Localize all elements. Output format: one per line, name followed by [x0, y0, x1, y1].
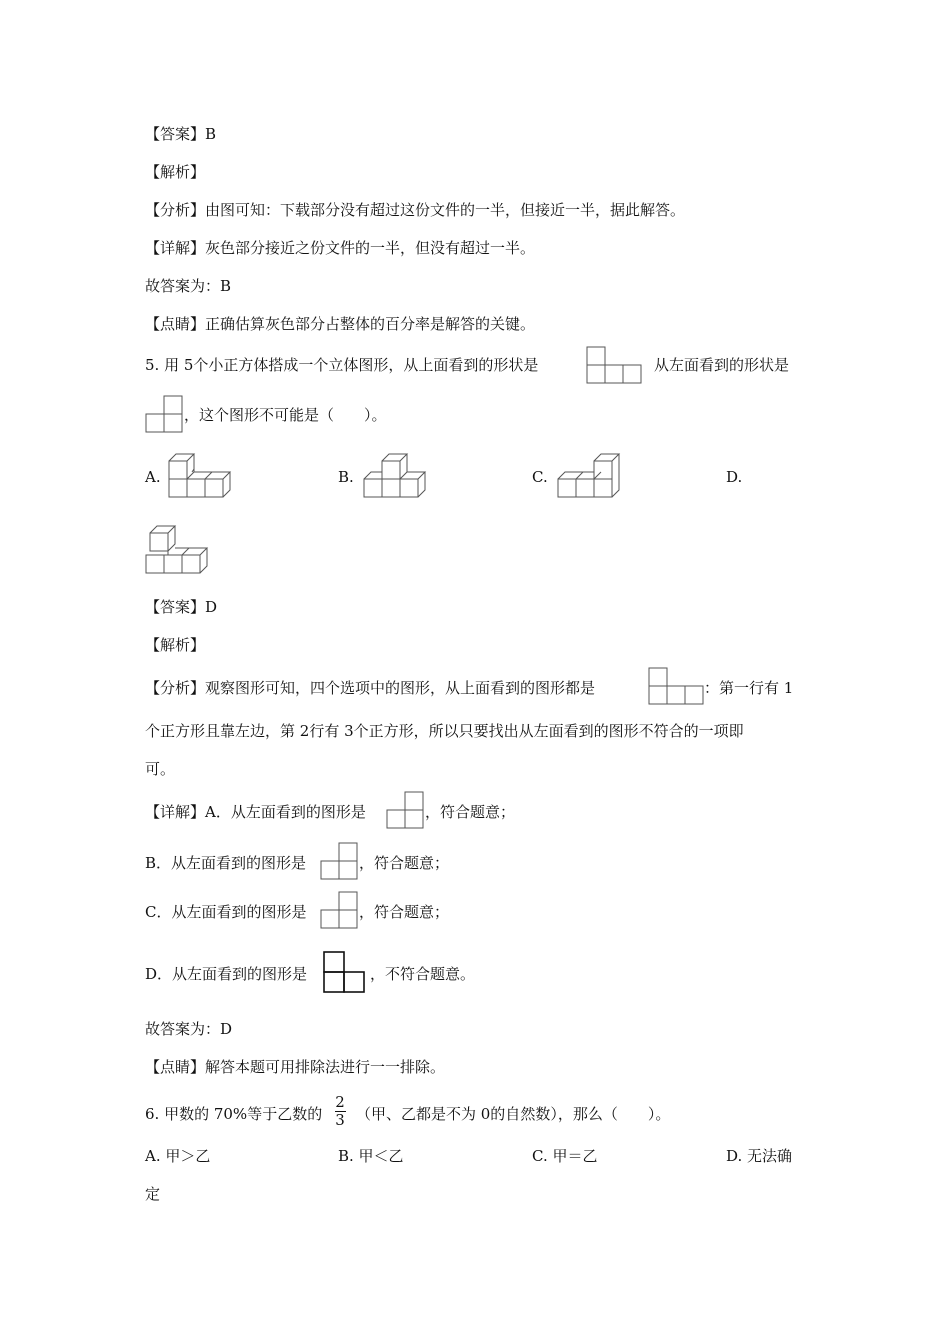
option-c-cubes-figure	[557, 452, 623, 498]
q5-stem-part1: 5. 用 5个小正方体搭成一个立体图形，从上面看到的形状是	[145, 356, 539, 374]
detail-c-left-view-figure	[320, 891, 360, 929]
q6-stem-part1: 6. 甲数的 70%等于乙数的	[145, 1105, 323, 1123]
q6-fraction-denominator: 3	[335, 1111, 345, 1129]
q5-fenxi-line2: 个正方形且靠左边，第 2行有 3个正方形，所以只要找出从左面看到的图形不符合的一项即	[145, 722, 744, 740]
q6-option-d-wrap: 定	[145, 1185, 161, 1203]
q5-fenxi-part2: ：第一行有 1	[704, 679, 794, 697]
q4-conclusion: 故答案为：B	[145, 277, 232, 295]
q5-option-c-label: C.	[532, 468, 548, 486]
q6-fraction	[333, 1094, 347, 1129]
q5-detail-c-part2: ，符合题意；	[359, 903, 450, 921]
detail-a-left-view-figure	[386, 791, 426, 829]
option-b-cubes-figure	[363, 452, 429, 498]
q6-option-d: D. 无法确	[726, 1147, 793, 1165]
q5-detail-b-part1: B．从左面看到的图形是	[145, 854, 307, 872]
q4-answer: 【答案】B	[145, 125, 217, 143]
detail-b-left-view-figure	[320, 842, 360, 880]
option-a-cubes-figure	[168, 452, 234, 498]
q5-option-d-label: D.	[726, 468, 743, 486]
q5-conclusion: 故答案为：D	[145, 1020, 233, 1038]
q5-dianjing: 【点睛】解答本题可用排除法进行一一排除。	[145, 1058, 446, 1076]
detail-d-left-view-figure	[322, 950, 368, 996]
q5-answer: 【答案】D	[145, 598, 218, 616]
q6-option-b: B. 甲＜乙	[338, 1147, 404, 1165]
top-view-figure	[586, 346, 644, 384]
q5-detail-b-part2: ，符合题意；	[359, 854, 450, 872]
q4-dianjing: 【点睛】正确估算灰色部分占整体的百分率是解答的关键。	[145, 315, 536, 333]
q5-analysis-heading: 【解析】	[145, 636, 206, 654]
q5-stem-line1	[145, 355, 538, 375]
q5-stem-part3: ，这个图形不可能是（ ）。	[184, 406, 387, 424]
q6-option-a: A. 甲＞乙	[145, 1147, 211, 1165]
q5-detail-d-part2: ，不符合题意。	[370, 965, 476, 983]
q4-xiangjie: 【详解】灰色部分接近之份文件的一半，但没有超过一半。	[145, 239, 536, 257]
left-view-figure	[145, 395, 185, 433]
q5-fenxi-part1: 【分析】观察图形可知，四个选项中的图形，从上面看到的图形都是	[145, 679, 596, 697]
q5-detail-a-part1: 【详解】A．从左面看到的图形是	[145, 803, 366, 821]
q5-detail-c-part1: C．从左面看到的图形是	[145, 903, 307, 921]
q6-stem-part2: （甲、乙都是不为 0的自然数），那么（ ）。	[356, 1105, 671, 1123]
q4-fenxi: 【分析】由图可知：下载部分没有超过这份文件的一半，但接近一半，据此解答。	[145, 201, 686, 219]
q5-detail-d-part1: D．从左面看到的图形是	[145, 965, 308, 983]
q4-analysis-heading: 【解析】	[145, 163, 206, 181]
q6-option-c: C. 甲＝乙	[532, 1147, 598, 1165]
q6-fraction-numerator: 2	[335, 1093, 345, 1111]
q5-option-a-label: A.	[145, 468, 161, 486]
top-view-inline-figure	[648, 667, 704, 705]
q5-fenxi-line3: 可。	[145, 760, 176, 778]
option-d-cubes-figure	[145, 525, 211, 575]
q5-option-b-label: B.	[338, 468, 354, 486]
q5-detail-a-part2: ，符合题意；	[425, 803, 516, 821]
q5-stem-part2: 从左面看到的形状是	[654, 356, 790, 374]
